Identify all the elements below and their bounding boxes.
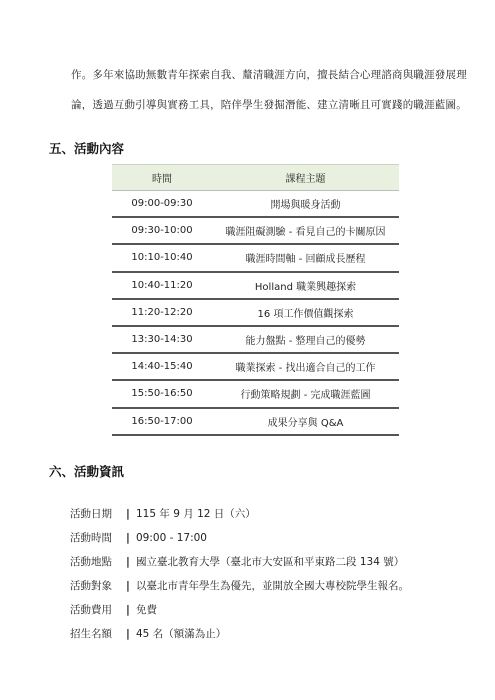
schedule-time: 15:50-16:50 (112, 380, 212, 407)
info-separator: | (126, 556, 130, 568)
schedule-time: 13:30-14:30 (112, 326, 212, 353)
info-separator: | (126, 508, 130, 520)
info-value: 國立臺北教育大學（臺北市大安區和平東路二段 134 號） (136, 556, 405, 568)
info-row-quota (70, 627, 409, 651)
schedule-row (112, 380, 399, 407)
intro-line-1: 作。多年來協助無數青年探索自我、釐清職涯方向，擅長結合心理諮商與職涯發展理 (71, 69, 467, 81)
schedule-row (112, 408, 399, 435)
schedule-topic: 職業探索 - 找出適合自己的工作 (212, 353, 399, 380)
info-row-time (70, 531, 409, 555)
schedule-row (112, 244, 399, 271)
info-value: 以臺北市青年學生為優先，並開放全國大專校院學生報名。 (136, 580, 409, 592)
schedule-time: 14:40-15:40 (112, 353, 212, 380)
schedule-time: 09:00-09:30 (112, 191, 212, 218)
schedule-time: 11:20-12:20 (112, 299, 212, 326)
info-label: 活動對象 (70, 580, 112, 592)
info-label: 活動費用 (70, 604, 112, 616)
section-5-heading: 五、活動內容 (49, 141, 125, 156)
header-topic: 課程主題 (212, 165, 399, 191)
info-row-location (70, 555, 409, 579)
schedule-time: 10:10-10:40 (112, 244, 212, 271)
schedule-header-row (112, 165, 399, 191)
event-info-list (70, 507, 409, 651)
info-row-fee (70, 603, 409, 627)
info-row-date (70, 507, 409, 531)
schedule-time: 10:40-11:20 (112, 272, 212, 299)
info-value: 免費 (136, 604, 157, 616)
info-value: 09:00 - 17:00 (136, 532, 207, 544)
schedule-topic: 職涯時間軸 - 回顧成長歷程 (212, 244, 399, 271)
schedule-row (112, 217, 399, 244)
info-row-audience (70, 579, 409, 603)
schedule-topic: 成果分享與 Q&A (212, 408, 399, 435)
schedule-row (112, 299, 399, 326)
schedule-topic: 16 項工作價值觀探索 (212, 299, 399, 326)
info-label: 招生名額 (70, 628, 112, 640)
info-value: 45 名（額滿為止） (136, 628, 227, 640)
schedule-time: 16:50-17:00 (112, 408, 212, 435)
schedule-row (112, 353, 399, 380)
schedule-topic: Holland 職業興趣探索 (212, 272, 399, 299)
info-label: 活動日期 (70, 508, 112, 520)
info-value: 115 年 9 月 12 日（六） (136, 508, 256, 520)
info-label: 活動地點 (70, 556, 112, 568)
schedule-row (112, 272, 399, 299)
section-6-heading: 六、活動資訊 (49, 464, 125, 479)
info-separator: | (126, 604, 130, 616)
info-label: 活動時間 (70, 532, 112, 544)
schedule-row (112, 191, 399, 218)
schedule-time: 09:30-10:00 (112, 217, 212, 244)
schedule-topic: 能力盤點 - 整理自己的優勢 (212, 326, 399, 353)
schedule-row (112, 326, 399, 353)
intro-line-2: 論，透過互動引導與實務工具，陪伴學生發掘潛能、建立清晰且可實踐的職涯藍圖。 (71, 99, 467, 111)
schedule-topic: 行動策略規劃 - 完成職涯藍圖 (212, 380, 399, 407)
info-separator: | (126, 628, 130, 640)
schedule-topic: 開場與暖身活動 (212, 191, 399, 218)
schedule-topic: 職涯阻礙測驗 - 看見自己的卡關原因 (212, 217, 399, 244)
schedule-table (112, 164, 399, 436)
header-time: 時間 (112, 165, 212, 191)
info-separator: | (126, 532, 130, 544)
info-separator: | (126, 580, 130, 592)
